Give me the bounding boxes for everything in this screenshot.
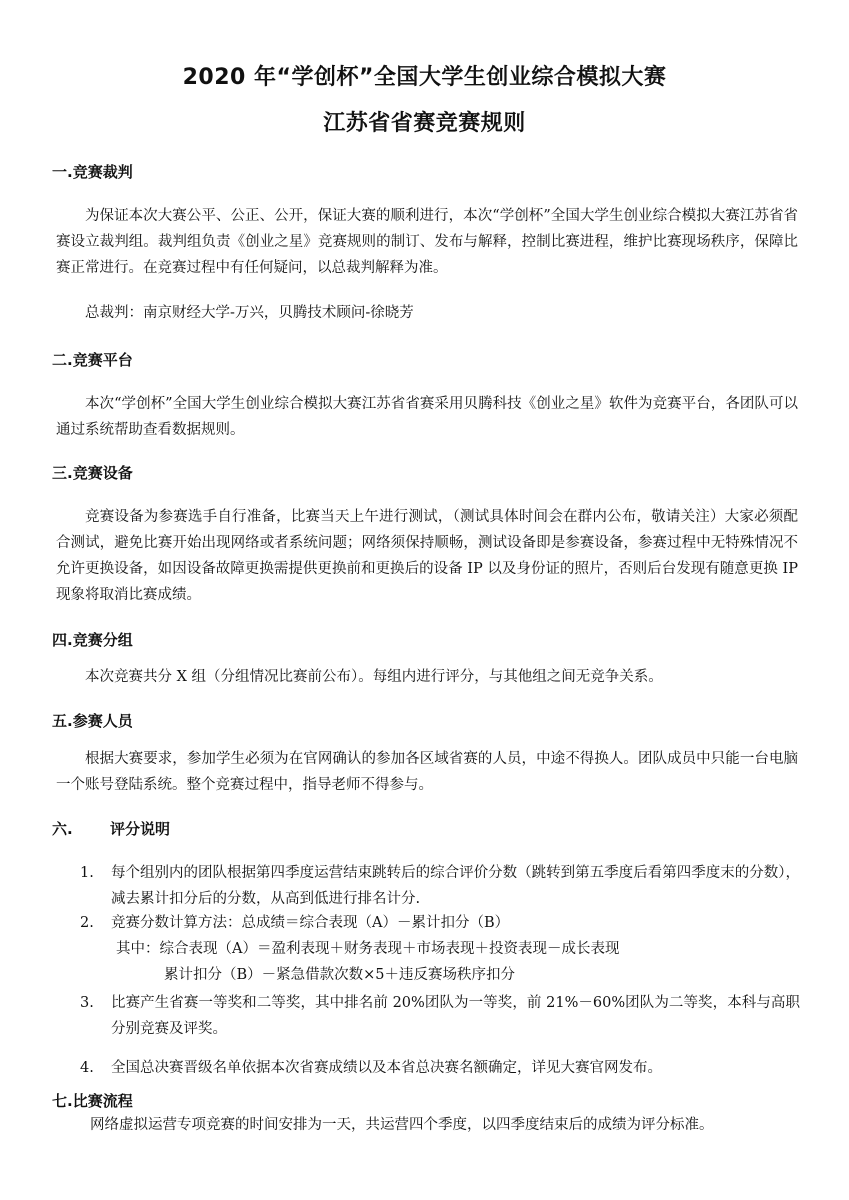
section-4-paragraph: 本次竞赛共分 X 组（分组情况比赛前公布）。每组内进行评分，与其他组之间无竞争关系。 bbox=[85, 669, 663, 685]
section-number: 六. bbox=[52, 820, 73, 838]
section-5-heading bbox=[52, 710, 133, 731]
item-number: 2. bbox=[80, 915, 94, 931]
item-number: 1. bbox=[80, 865, 94, 881]
document-title-line1: 2020 年“学创杯”全国大学生创业综合模拟大赛 bbox=[182, 65, 667, 90]
score-formula-composite: 其中：综合表现（A）＝盈利表现＋财务表现＋市场表现＋投资表现－成长表现 bbox=[116, 941, 620, 957]
section-number: 一. bbox=[52, 163, 73, 181]
section-title: 比赛流程 bbox=[72, 1092, 133, 1110]
section-5-paragraph: 根据大赛要求，参加学生必须为在官网确认的参加各区域省赛的人员，中途不得换人。团队成员中只能一台电脑一个账号登陆系统。整个竞赛过程中，指导老师不得参与。 bbox=[56, 751, 798, 793]
item-number: 4. bbox=[80, 1060, 94, 1076]
section-number: 四. bbox=[52, 631, 73, 649]
section-1-paragraph-1: 为保证本次大赛公平、公正、公开，保证大赛的顺利进行，本次“学创杯”全国大学生创业综合模拟大赛江苏省省赛设立裁判组。裁判组负责《创业之星》竞赛规则的制订、发布与解释，控制比赛进程，维护比赛现场秩序，保障比赛正常进行。在竞赛过程中有任何疑问，以总裁判解释为准。 bbox=[56, 208, 798, 276]
section-2-heading bbox=[52, 349, 133, 370]
section-2-paragraph: 本次“学创杯”全国大学生创业综合模拟大赛江苏省省赛采用贝腾科技《创业之星》软件为竞赛平台，各团队可以通过系统帮助查看数据规则。 bbox=[56, 396, 798, 438]
section-number: 五. bbox=[52, 712, 73, 730]
section-7-paragraph: 网络虚拟运营专项竞赛的时间安排为一天，共运营四个季度，以四季度结束后的成绩为评分标准。 bbox=[90, 1117, 714, 1133]
scoring-item-1 bbox=[80, 860, 800, 912]
section-7-heading bbox=[52, 1090, 133, 1111]
section-title: 竞赛裁判 bbox=[72, 163, 133, 181]
section-number: 三. bbox=[52, 464, 73, 482]
scoring-item-4 bbox=[80, 1055, 800, 1081]
section-1-heading bbox=[52, 161, 133, 182]
item-text: 全国总决赛晋级名单依据本次省赛成绩以及本省总决赛名额确定，详见大赛官网发布。 bbox=[111, 1060, 662, 1076]
section-3-heading bbox=[52, 462, 133, 483]
section-3-paragraph: 竞赛设备为参赛选手自行准备，比赛当天上午进行测试，（测试具体时间会在群内公布，敬请关注）大家必须配合测试，避免比赛开始出现网络或者系统问题；网络须保持顺畅，测试设备即是参赛设备，参赛过程中无特殊情况不允许更换设备，如因设备故障更换需提供更换前和更换后的设备 IP 以及身份证的照片，否则后台发现有随意更换 IP 现象将取消比赛成绩。 bbox=[56, 509, 798, 603]
scoring-item-2 bbox=[80, 910, 800, 936]
item-number: 3. bbox=[80, 995, 94, 1011]
item-text: 比赛产生省赛一等奖和二等奖，其中排名前 20%团队为一等奖，前 21%－60%团队为二等奖，本科与高职分别竞赛及评奖。 bbox=[111, 995, 800, 1037]
section-title: 竞赛分组 bbox=[72, 631, 133, 649]
section-title: 竞赛平台 bbox=[72, 351, 133, 369]
scoring-item-3 bbox=[80, 990, 800, 1042]
section-title: 竞赛设备 bbox=[72, 464, 133, 482]
section-4-heading bbox=[52, 629, 133, 650]
section-title: 参赛人员 bbox=[72, 712, 133, 730]
item-text: 竞赛分数计算方法：总成绩＝综合表现（A）－累计扣分（B） bbox=[111, 915, 510, 931]
section-number: 二. bbox=[52, 351, 73, 369]
item-text: 每个组别内的团队根据第四季度运营结束跳转后的综合评价分数（跳转到第五季度后看第四季度末的分数），减去累计扣分后的分数，从高到低进行排名计分. bbox=[111, 865, 800, 907]
score-formula-deduction: 累计扣分（B）－紧急借款次数×5＋违反赛场秩序扣分 bbox=[164, 967, 516, 983]
section-6-heading bbox=[52, 818, 170, 839]
document-title-line2: 江苏省省赛竞赛规则 bbox=[323, 111, 526, 136]
section-number: 七. bbox=[52, 1092, 73, 1110]
section-title: 评分说明 bbox=[110, 820, 171, 838]
section-1-chief-referee: 总裁判：南京财经大学-万兴，贝腾技术顾问-徐晓芳 bbox=[85, 305, 414, 321]
